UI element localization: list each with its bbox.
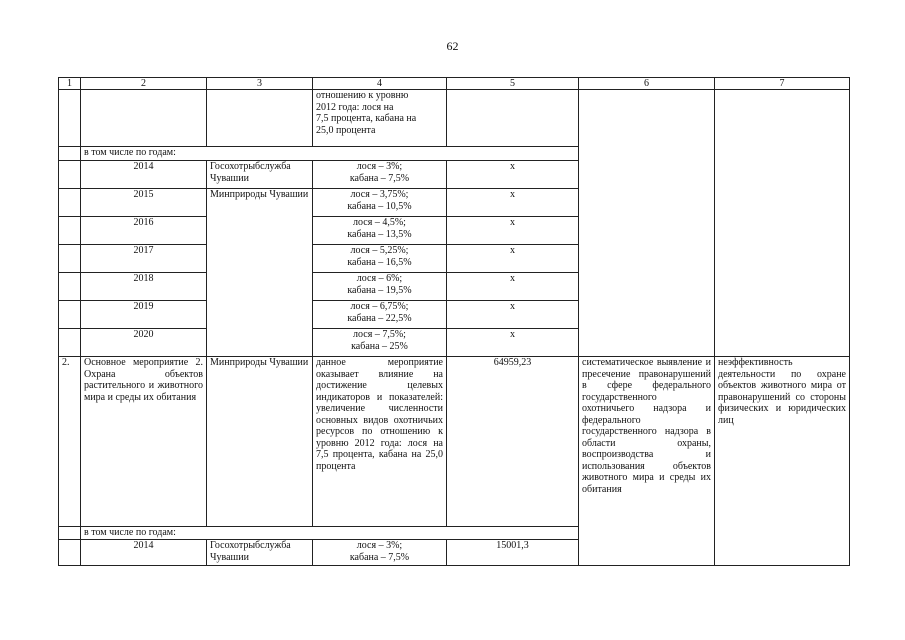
indicator-cell: [313, 90, 447, 147]
indicator-cell: лося – 3%; кабана – 7,5%: [313, 161, 447, 189]
year-cell: 2020: [81, 329, 207, 357]
value-cell: х: [447, 301, 579, 329]
indicator-cell: лося – 7,5%; кабана – 25%: [313, 329, 447, 357]
result-cell-empty: [579, 90, 715, 357]
indicator-cell: лося – 4,5%; кабана – 13,5%: [313, 217, 447, 245]
year-cell: 2017: [81, 245, 207, 273]
value-cell: х: [447, 161, 579, 189]
indicator-cell: лося – 3,75%; кабана – 10,5%: [313, 189, 447, 217]
measure-title-cell: Основное мероприятие 2. Охрана объектов растительного и животного мира и среды их обитания: [81, 357, 207, 527]
value-cell: х: [447, 217, 579, 245]
table-header-row: [59, 78, 850, 90]
indicator-cell: лося – 6,75%; кабана – 22,5%: [313, 301, 447, 329]
agency-cell: Минприроды Чувашии: [207, 357, 313, 527]
page-number: 62: [446, 39, 459, 53]
agency-cell: Минприроды Чувашии: [207, 189, 313, 357]
year-cell: 2016: [81, 217, 207, 245]
table-row: [59, 357, 850, 527]
row-number-cell: 2.: [59, 357, 81, 527]
indicator-line: 25,0 процента: [316, 124, 376, 136]
year-cell: 2014: [81, 161, 207, 189]
year-cell: 2014: [81, 540, 207, 566]
value-cell: 15001,3: [447, 540, 579, 566]
agency-cell: Госохотрыбслужба Чувашии: [207, 161, 313, 189]
indicator-cell: лося – 6%; кабана – 19,5%: [313, 273, 447, 301]
table-row: [59, 90, 850, 147]
value-cell: х: [447, 245, 579, 273]
value-cell: х: [447, 189, 579, 217]
risk-cell: неэффективность деятельности по охране объектов животного мира от правонарушений со стороны физических и юридических лиц: [715, 357, 850, 566]
column-header: 7: [715, 78, 850, 90]
indicator-line: отношению к уровню: [316, 90, 409, 101]
indicator-line: 2012 года: лося на: [316, 101, 394, 113]
year-cell: 2019: [81, 301, 207, 329]
column-header: 2: [81, 78, 207, 90]
indicator-cell: лося – 3%; кабана – 7,5%: [313, 540, 447, 566]
column-header: 4: [313, 78, 447, 90]
program-table: [58, 77, 850, 566]
column-header: 3: [207, 78, 313, 90]
indicator-cell: лося – 5,25%; кабана – 16,5%: [313, 245, 447, 273]
amount-cell: 64959,23: [447, 357, 579, 527]
value-cell: х: [447, 273, 579, 301]
result-cell: систематическое выявление и пресечение правонарушений в сфере федерального государственного охотничьего надзора и федерального государственного надзора в области охраны, воспроизводства и использования объектов животного мира и среды их обитания: [579, 357, 715, 566]
risk-cell-empty: [715, 90, 850, 357]
column-header: 6: [579, 78, 715, 90]
value-cell: х: [447, 329, 579, 357]
indicator-cell: данное мероприятие оказывает влияние на достижение целевых индикаторов и показателей: увеличение численности основных видов охотничьих ресурсов по отношению к уровню 2012 года: лося на 7,5 процента, кабана на 25,0 процента: [313, 357, 447, 527]
agency-cell: Госохотрыбслужба Чувашии: [207, 540, 313, 566]
indicator-line: 7,5 процента, кабана на: [316, 113, 417, 124]
column-header: 1: [59, 78, 81, 90]
year-cell: 2018: [81, 273, 207, 301]
by-years-label: в том числе по годам:: [81, 147, 579, 161]
year-cell: 2015: [81, 189, 207, 217]
column-header: 5: [447, 78, 579, 90]
by-years-label: в том числе по годам:: [81, 527, 579, 540]
